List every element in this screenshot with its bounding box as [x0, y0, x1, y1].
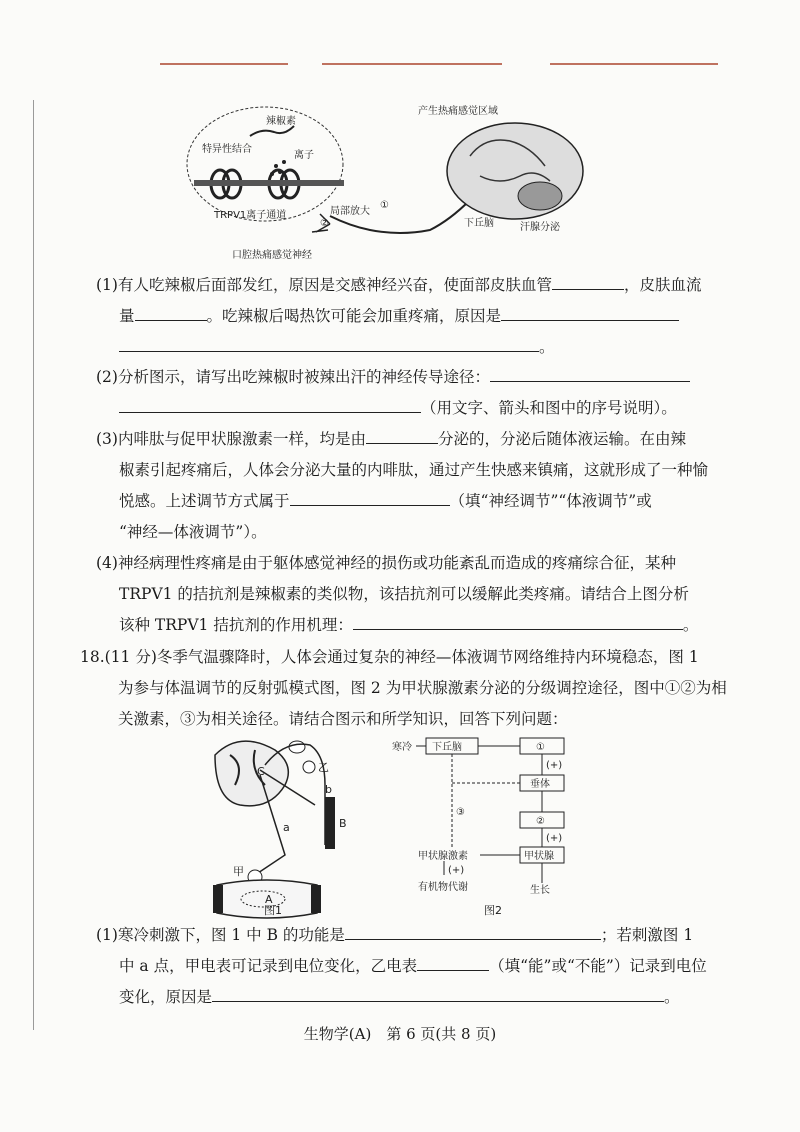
- question-1: [96, 270, 736, 363]
- q2-line2-end: （用文字、箭头和图中的序号说明）。: [421, 399, 677, 417]
- question-18-1: [96, 920, 736, 1013]
- label-num1: ①: [380, 200, 389, 211]
- fig1-label-a: a: [283, 821, 290, 834]
- q1-line1: (1)有人吃辣椒后面部发红，原因是交感神经兴奋，使面部皮肤血管: [96, 276, 552, 294]
- q1-blank-reason-1[interactable]: [501, 302, 679, 321]
- header-decoration-right: [550, 63, 718, 65]
- q18-line2: 为参与体温调节的反射弧模式图，图 2 为甲状腺激素分泌的分级调控途径，图中①②为相: [118, 679, 727, 697]
- figure-1-reflex-arc: [205, 735, 365, 920]
- q2-blank-2[interactable]: [119, 394, 421, 413]
- q3-line3-a: 悦感。上述调节方式属于: [119, 492, 290, 510]
- fig1-label-yi: 乙: [318, 761, 329, 774]
- header-decoration-left: [160, 63, 288, 65]
- label-capsaicin: 辣椒素: [266, 116, 296, 127]
- q18-line1: 18.(11 分)冬季气温骤降时，人体会通过复杂的神经—体液调节网络维持内环境稳态，图 1: [80, 648, 699, 666]
- fig2-caption: 图2: [484, 904, 502, 917]
- fig2-label-plus3: (+): [448, 865, 465, 876]
- q18-1-line3-b: 。: [664, 988, 680, 1006]
- q3-line2: 椒素引起疼痛后，人体会分泌大量的内啡肽，通过产生快感来镇痛，这就形成了一种愉: [119, 461, 709, 479]
- label-trpv1-channel: TRPV1离子通道: [214, 210, 287, 221]
- fig2-label-h1: ①: [536, 742, 545, 753]
- fig1-label-c: C: [257, 765, 265, 778]
- fig2-label-path3: ③: [456, 807, 465, 818]
- fig2-label-plus1: (+): [546, 760, 563, 771]
- fig2-label-thyroid-hormone: 甲状腺激素: [418, 851, 468, 862]
- question-3: [96, 424, 736, 548]
- fig2-label-thyroid: 甲状腺: [524, 851, 554, 862]
- label-num2: ②: [320, 218, 329, 229]
- q1-line1-end: ，皮肤血流: [623, 276, 702, 294]
- q4-line1: (4)神经病理性疼痛是由于躯体感觉神经的损伤或功能紊乱而造成的疼痛综合征，某种: [96, 554, 676, 572]
- fig1-caption: 图1: [264, 904, 282, 917]
- question-2: [96, 362, 736, 424]
- q3-blank-regulation[interactable]: [290, 487, 450, 506]
- label-oral-nerve: 口腔热痛感觉神经: [232, 250, 312, 261]
- q3-line3-b: （填“神经调节”“体液调节”或: [449, 492, 652, 510]
- fig2-label-growth: 生长: [530, 885, 550, 895]
- q3-line1-b: 分泌的，分泌后随体液运输。在由辣: [437, 430, 686, 448]
- q2-blank-1[interactable]: [490, 363, 690, 382]
- q1-blank-vessel[interactable]: [552, 271, 624, 290]
- q4-blank[interactable]: [353, 611, 683, 630]
- q3-blank-gland[interactable]: [366, 425, 438, 444]
- fig2-label-metabolism: 有机物代谢: [418, 882, 468, 893]
- q18-1-line2-b: （填“能”或“不能”）记录到电位: [489, 957, 707, 975]
- question-4: [96, 548, 736, 641]
- label-local-zoom: 局部放大: [330, 206, 370, 217]
- fig2-label-cold: 寒冷: [392, 742, 412, 753]
- q18-1-line1-b: ；若刺激图 1: [600, 926, 694, 944]
- q3-line4: “神经—体液调节”）。: [119, 523, 267, 541]
- fig1-label-b: b: [325, 783, 332, 796]
- fig2-label-hypothalamus: 下丘脑: [432, 742, 462, 753]
- fig1-label-A: A: [265, 893, 273, 906]
- q2-line1: (2)分析图示，请写出吃辣椒时被辣出汗的神经传导途径：: [96, 368, 490, 386]
- capsaicin-pathway-diagram: [180, 96, 600, 266]
- q4-line3: 该种 TRPV1 拮抗剂的作用机理：: [119, 616, 353, 634]
- q18-1-line3-a: 变化，原因是: [119, 988, 213, 1006]
- left-margin-line: [33, 100, 34, 1030]
- q1-line2-start: 量: [119, 307, 135, 325]
- question-18: [80, 642, 740, 735]
- page-footer: 生物学(A) 第 6 页(共 8 页): [303, 1025, 497, 1043]
- q18-1-line1-a: (1)寒冷刺激下，图 1 中 B 的功能是: [96, 926, 345, 944]
- q1-line2-mid: 。吃辣椒后喝热饮可能会加重疼痛，原因是: [206, 307, 502, 325]
- q4-line3-end: 。: [682, 616, 699, 634]
- q1-blank-flow[interactable]: [135, 302, 207, 321]
- q4-line2: TRPV1 的拮抗剂是辣椒素的类似物，该拮抗剂可以缓解此类疼痛。请结合上图分析: [119, 585, 689, 603]
- label-hypothalamus: 下丘脑: [464, 218, 494, 229]
- fig2-label-plus2: (+): [546, 833, 563, 844]
- q1-line3-end: 。: [539, 338, 555, 356]
- figure-2-thyroid-regulation: [390, 735, 580, 895]
- q3-line1-a: (3)内啡肽与促甲状腺激素一样，均是由: [96, 430, 366, 448]
- q1-blank-reason-2[interactable]: [119, 333, 539, 352]
- label-pain-area: 产生热痛感觉区域: [418, 106, 498, 117]
- q18-1-blank-can[interactable]: [417, 952, 489, 971]
- q18-line3: 关激素，③为相关途径。请结合图示和所学知识，回答下列问题：: [118, 710, 568, 728]
- fig1-label-jia: 甲: [233, 865, 244, 878]
- label-ion: 离子: [294, 150, 314, 161]
- label-specific-binding: 特异性结合: [202, 144, 252, 155]
- fig1-label-B: B: [339, 817, 347, 830]
- fig2-label-pituitary: 垂体: [530, 779, 550, 790]
- q18-1-blank-reason[interactable]: [212, 983, 664, 1002]
- q18-1-blank-function[interactable]: [345, 921, 601, 940]
- header-decoration-mid: [322, 63, 502, 65]
- q18-1-line2-a: 中 a 点，甲电表可记录到电位变化，乙电表: [119, 957, 418, 975]
- label-sweat: 汗腺分泌: [520, 222, 560, 233]
- fig2-label-h2: ②: [536, 816, 545, 827]
